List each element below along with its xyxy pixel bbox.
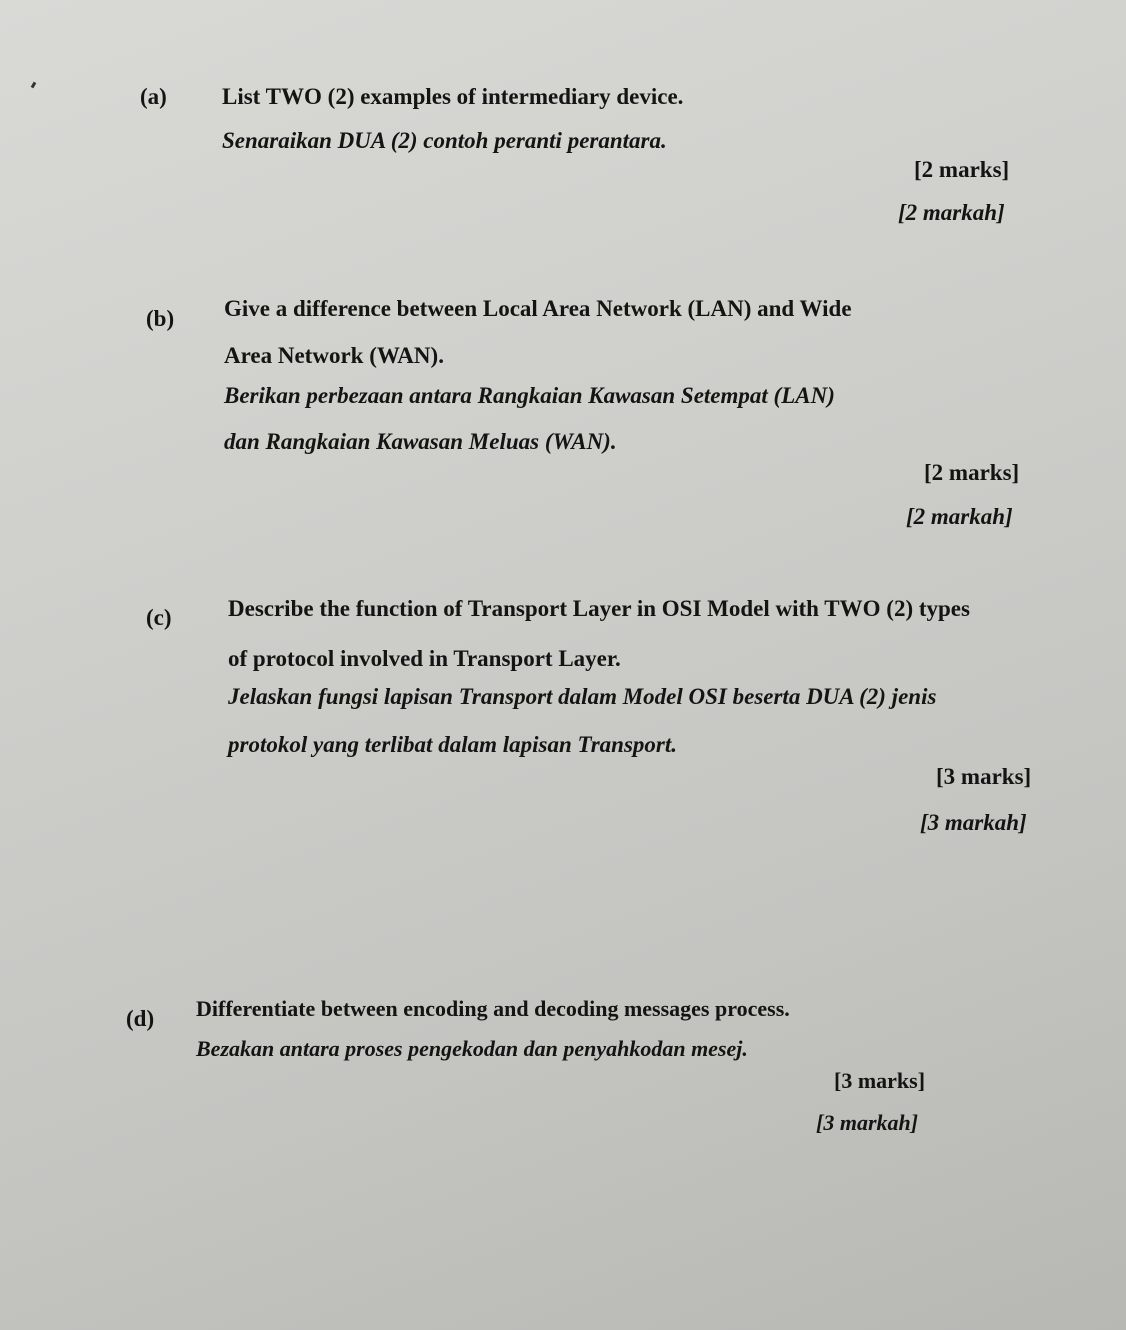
question-text-en: Area Network (WAN).	[224, 343, 444, 368]
marks-ms: [2 markah]	[898, 200, 1005, 225]
marks-ms: [2 markah]	[906, 504, 1013, 529]
marks-ms: [3 markah]	[920, 810, 1027, 835]
marks-en: [3 marks]	[834, 1068, 926, 1093]
marks-en: [3 marks]	[936, 764, 1032, 789]
marks-ms: [3 markah]	[816, 1110, 919, 1135]
question-text-en: of protocol involved in Transport Layer.	[228, 646, 621, 671]
question-label: (d)	[126, 1006, 155, 1031]
question-text-ms: dan Rangkaian Kawasan Meluas (WAN).	[224, 429, 617, 454]
marks-en: [2 marks]	[924, 460, 1020, 485]
question-text-en: Differentiate between encoding and decoding messages process.	[196, 996, 790, 1021]
question-label: (a)	[140, 84, 167, 109]
question-label: (b)	[146, 306, 175, 331]
pen-mark	[31, 82, 37, 89]
question-text-ms: Senaraikan DUA (2) contoh peranti perantara.	[222, 128, 667, 153]
question-label: (c)	[146, 605, 172, 630]
question-text-ms: Berikan perbezaan antara Rangkaian Kawasan Setempat (LAN)	[224, 383, 835, 408]
question-text-ms: protokol yang terlibat dalam lapisan Transport.	[228, 732, 677, 757]
question-text-en: Describe the function of Transport Layer in OSI Model with TWO (2) types	[228, 596, 970, 621]
question-text-en: List TWO (2) examples of intermediary device.	[222, 84, 684, 109]
marks-en: [2 marks]	[914, 157, 1010, 182]
question-text-ms: Bezakan antara proses pengekodan dan penyahkodan mesej.	[196, 1036, 748, 1061]
question-text-en: Give a difference between Local Area Network (LAN) and Wide	[224, 296, 852, 321]
question-text-ms: Jelaskan fungsi lapisan Transport dalam Model OSI beserta DUA (2) jenis	[228, 684, 937, 709]
